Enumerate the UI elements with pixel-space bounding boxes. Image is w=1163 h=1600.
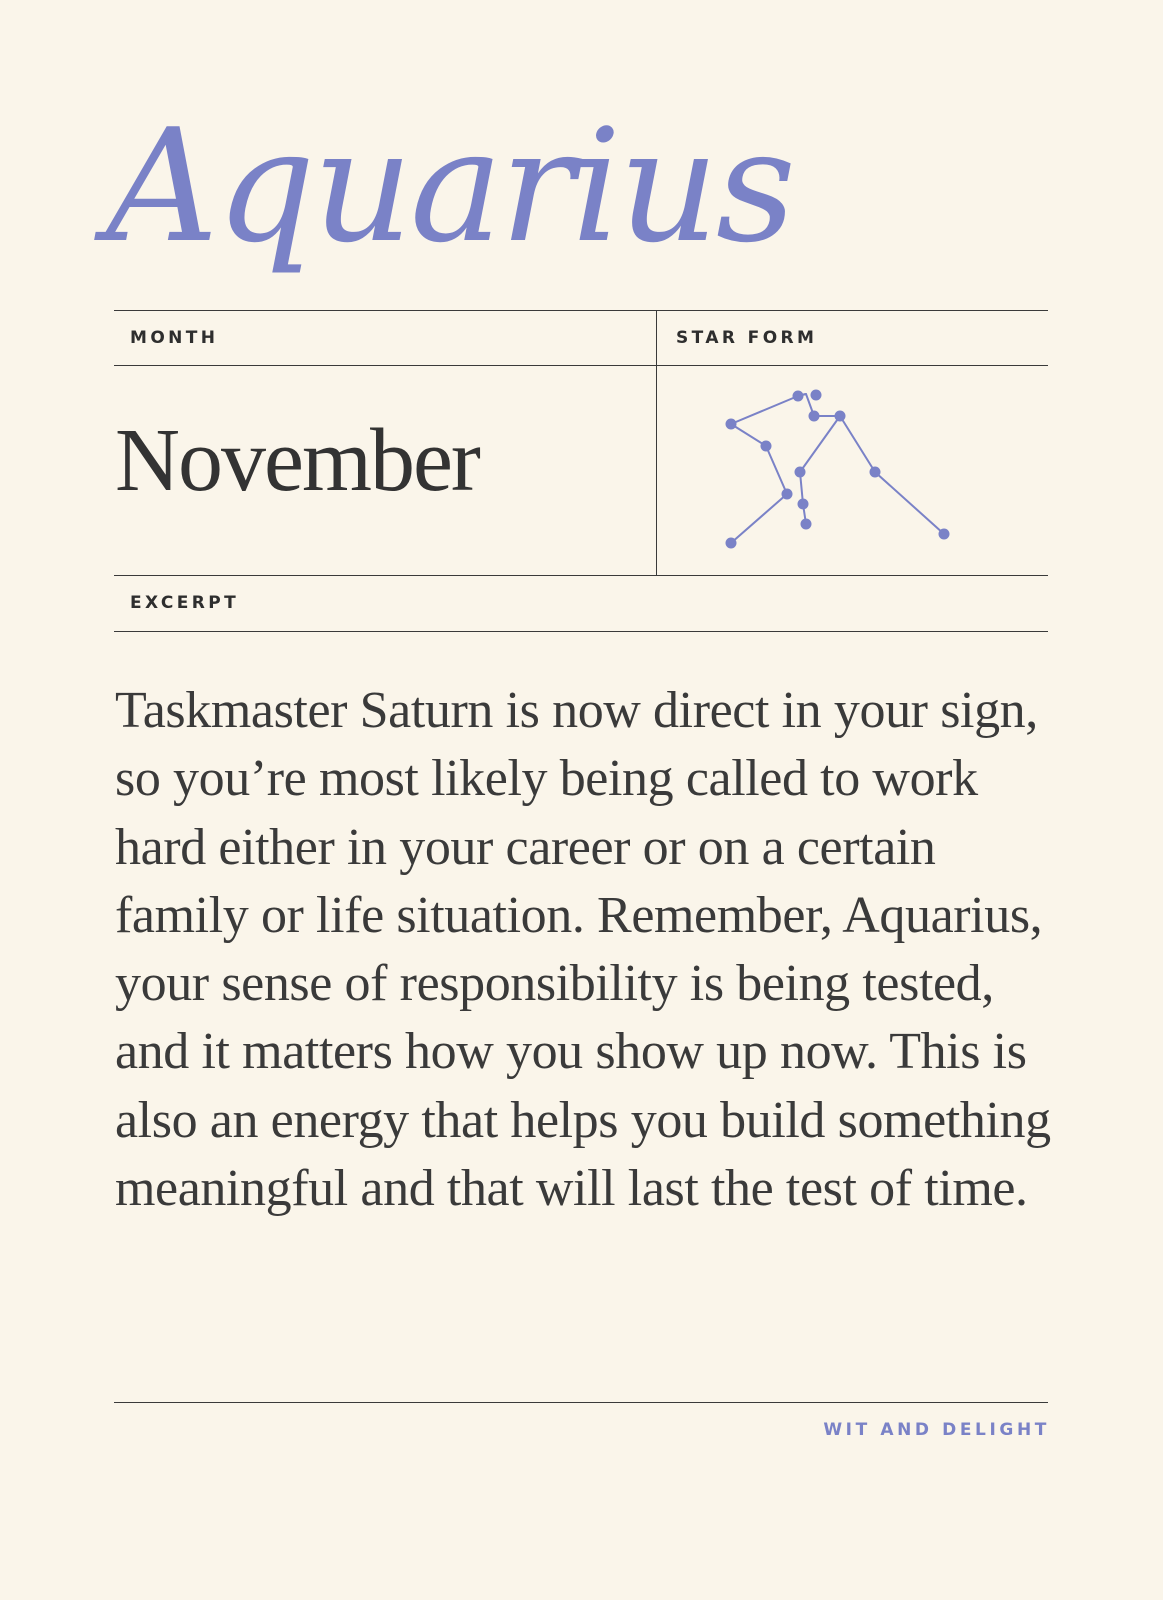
aquarius-constellation-icon: [656, 360, 1048, 576]
star-form-label: STAR FORM: [676, 328, 818, 348]
divider-top: [114, 310, 1048, 311]
divider-bottom: [114, 1402, 1048, 1403]
sign-title: Aquarius: [106, 95, 793, 277]
excerpt-text: Taskmaster Saturn is now direct in your sign, so you’re most likely being called to work hard either in your career or on a certain family or life situation. Remember, Aquarius, your sense of responsibility is being tested, and it matters how you show up now. This is also an energy that helps you build something meaningful and that will last the test of time.: [115, 682, 1051, 1218]
excerpt-label: EXCERPT: [130, 593, 240, 613]
month-value: November: [115, 411, 479, 510]
divider-mid: [114, 575, 1048, 576]
divider-excerpt: [114, 631, 1048, 632]
month-label: MONTH: [130, 328, 219, 348]
brand-label: WIT AND DELIGHT: [823, 1420, 1050, 1440]
